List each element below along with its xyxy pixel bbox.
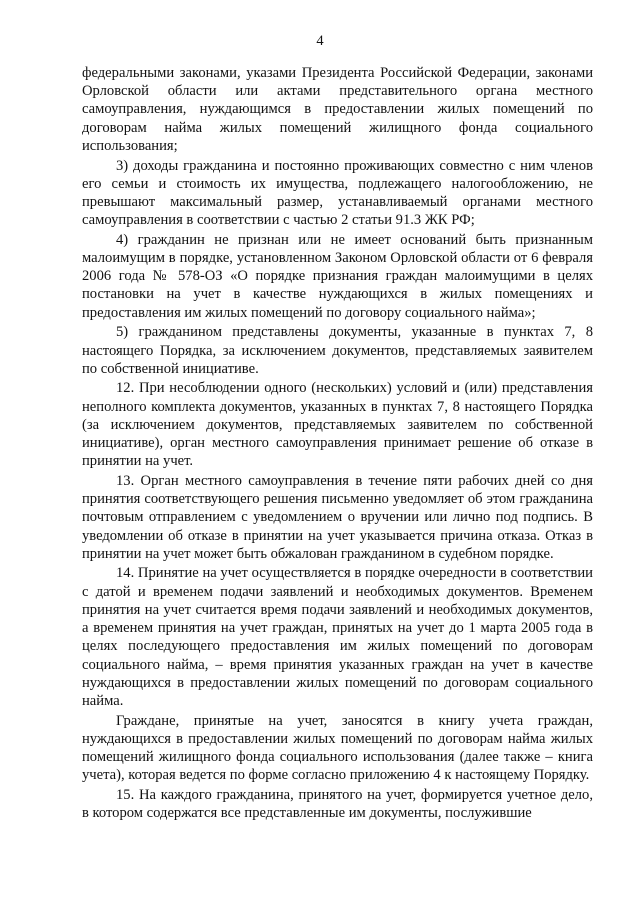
page-number: 4 [316, 33, 324, 49]
paragraph-registration-book: Граждане, принятые на учет, заносятся в книгу учета граждан, нуждающихся в предоставлении жилых помещений по договорам найма жилых помещений жилищного фонда социального использования (далее также – книга учета), которая ведется по форме согласно приложению 4 к настоящему Порядку. [82, 712, 593, 784]
paragraph-section-14: 14. Принятие на учет осуществляется в порядке очередности в соответствии с датой и временем подачи заявлений и необходимых документов. Временем принятия на учет считается время подачи заявлений и необходимых документов, а временем принятия на учет граждан, принятых на учет до 1 марта 2005 года в целях последующего предоставления им жилых помещений по договорам социального найма, – время принятия указанных граждан на учет в качестве нуждающихся в предоставлении жилых помещений по договорам социального найма. [82, 565, 593, 709]
paragraph-item-4: 4) гражданин не признан или не имеет оснований быть признанным малоимущим в порядке, установленном Законом Орловской области от 6 февраля 2006 года № 578-ОЗ «О порядке признания граждан малоимущими в целях постановки на учет в качестве нуждающихся в жилых помещениях и предоставления им жилых помещений по договору социального найма»; [82, 231, 593, 321]
paragraph-item-5: 5) гражданином представлены документы, указанные в пунктах 7, 8 настоящего Порядка, за исключением документов, представляемых заявителем по собственной инициативе. [82, 324, 593, 377]
paragraph-section-13: 13. Орган местного самоуправления в течение пяти рабочих дней со дня принятия соответствующего решения письменно уведомляет об этом гражданина почтовым отправлением с уведомлением о вручении или лично под подпись. В уведомлении об отказе в принятии на учет указывается причина отказа. Отказ в принятии на учет может быть обжалован гражданином в судебном порядке. [82, 472, 593, 562]
paragraph-item-3: 3) доходы гражданина и постоянно проживающих совместно с ним членов его семьи и стоимость их имущества, подлежащего налогообложению, не превышают максимальный размер, устанавливаемый органами местного самоуправления в соответствии с частью 2 статьи 91.3 ЖК РФ; [82, 157, 593, 229]
paragraph-continuation: федеральными законами, указами Президента Российской Федерации, законами Орловской области или актами представительного органа местного самоуправления, нуждающимся в предоставлении жилых помещений по договорам найма жилых помещений жилищного фонда социального использования; [82, 65, 593, 154]
paragraph-section-15: 15. На каждого гражданина, принятого на учет, формируется учетное дело, в котором содержатся все представленные им документы, послужившие [82, 786, 593, 822]
document-body [82, 64, 593, 822]
paragraph-section-12: 12. При несоблюдении одного (нескольких) условий и (или) представления неполного комплекта документов, указанных в пунктах 7, 8 настоящего Порядка (за исключением документов, представляемых заявителем по собственной инициативе), орган местного самоуправления принимает решение об отказе в принятии на учет. [82, 380, 593, 470]
